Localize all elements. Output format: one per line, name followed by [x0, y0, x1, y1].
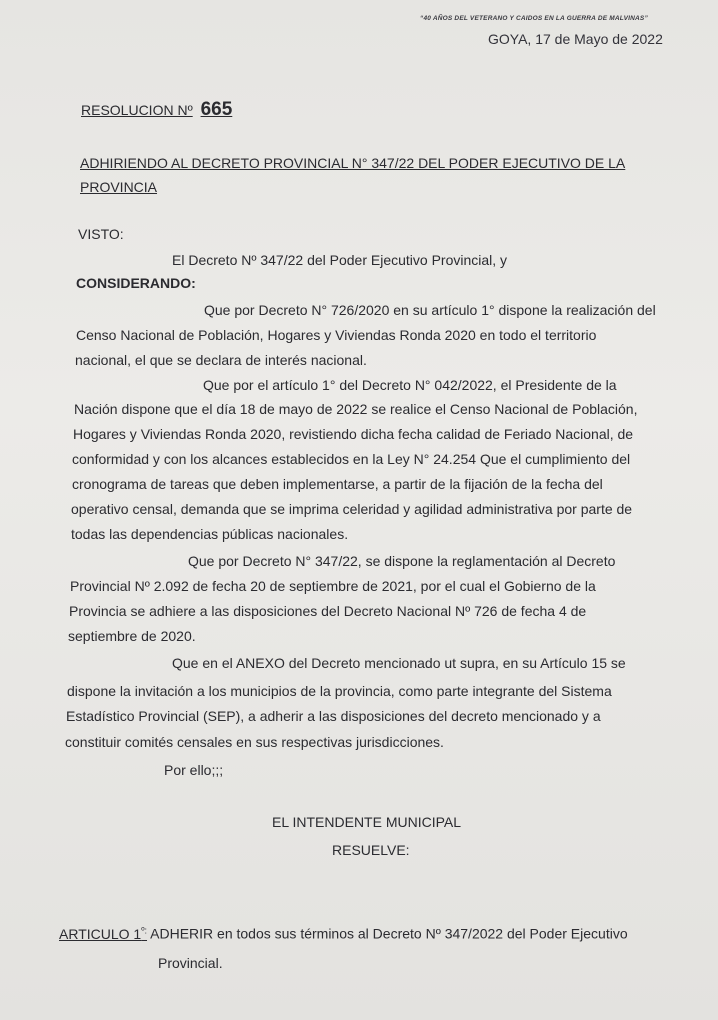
article-1-text-continued: Provincial.: [158, 955, 223, 971]
resuelve-heading: RESUELVE:: [332, 842, 410, 858]
paragraph-2-line: Hogares y Viviendas Ronda 2020, revistiendo dicha fecha calidad de Feriado Nacional, de: [73, 426, 634, 442]
resolution-subject: ADHIRIENDO AL DECRETO PROVINCIAL N° 347/22 DEL PODER EJECUTIVO DE LA PROVINCIA: [80, 155, 626, 195]
resolution-heading: [81, 99, 232, 121]
paragraph-3-line: Provincia se adhiere a las disposiciones del Decreto Nacional Nº 726 de fecha 4 de: [69, 603, 587, 619]
paragraph-4-line: constituir comités censales en sus respectivas jurisdicciones.: [65, 734, 444, 750]
paragraph-3-line: Provincial Nº 2.092 de fecha 20 de septiembre de 2021, por el cual el Gobierno de la: [70, 578, 596, 594]
paragraph-3-line: septiembre de 2020.: [68, 628, 196, 644]
paragraph-2-line: Nación dispone que el día 18 de mayo de 2022 se realice el Censo Nacional de Población,: [74, 401, 638, 417]
article-1-label-text: ARTICULO 1: [59, 925, 142, 942]
article-1: [59, 925, 628, 942]
header-motto: “40 AÑOS DEL VETERANO Y CAIDOS EN LA GUERRA DE MALVINAS”: [420, 15, 648, 22]
paragraph-2-line: conformidad y con los alcances establecidos en la Ley N° 24.254 Que el cumplimiento del: [72, 451, 631, 467]
authority-title: EL INTENDENTE MUNICIPAL: [272, 814, 462, 830]
article-1-ordinal: º:: [141, 925, 148, 935]
document-date: GOYA, 17 de Mayo de 2022: [488, 31, 663, 47]
resolution-label: RESOLUCION Nº: [81, 102, 193, 118]
visto-text: El Decreto Nº 347/22 del Poder Ejecutivo Provincial, y: [172, 252, 508, 268]
paragraph-4-line: dispone la invitación a los municipios de la provincia, como parte integrante del Sistema: [67, 683, 612, 699]
paragraph-4-line: Que en el ANEXO del Decreto mencionado ut supra, en su Artículo 15 se: [172, 655, 626, 671]
paragraph-4-line: Estadístico Provincial (SEP), a adherir a las disposiciones del decreto mencionado y a: [66, 708, 601, 724]
paragraph-2-line: operativo censal, demanda que se imprima celeridad y agilidad administrativa por parte de: [71, 501, 633, 517]
visto-heading: VISTO:: [78, 226, 124, 242]
closing-phrase: Por ello;;;: [164, 762, 224, 778]
paragraph-1-line: Que por Decreto N° 726/2020 en su artículo 1° dispone la realización del: [204, 302, 656, 318]
article-1-text: ADHERIR en todos sus términos al Decreto Nº 347/2022 del Poder Ejecutivo: [150, 925, 628, 942]
paragraph-2-line: cronograma de tareas que deben implementarse, a partir de la fijación de la fecha del: [72, 476, 603, 492]
paragraph-2-line: Que por el artículo 1° del Decreto N° 042/2022, el Presidente de la: [203, 377, 617, 393]
resolution-number: 665: [200, 99, 233, 120]
paragraph-1-line: nacional, el que se declara de interés nacional.: [75, 352, 367, 368]
paragraph-3-line: Que por Decreto N° 347/22, se dispone la reglamentación al Decreto: [188, 553, 616, 569]
article-1-label: [59, 926, 147, 942]
paragraph-1-line: Censo Nacional de Población, Hogares y Viviendas Ronda 2020 en todo el territorio: [76, 327, 597, 343]
considerando-heading: CONSIDERANDO:: [76, 275, 196, 291]
paragraph-2-line: todas las dependencias públicas nacionales.: [71, 526, 349, 542]
